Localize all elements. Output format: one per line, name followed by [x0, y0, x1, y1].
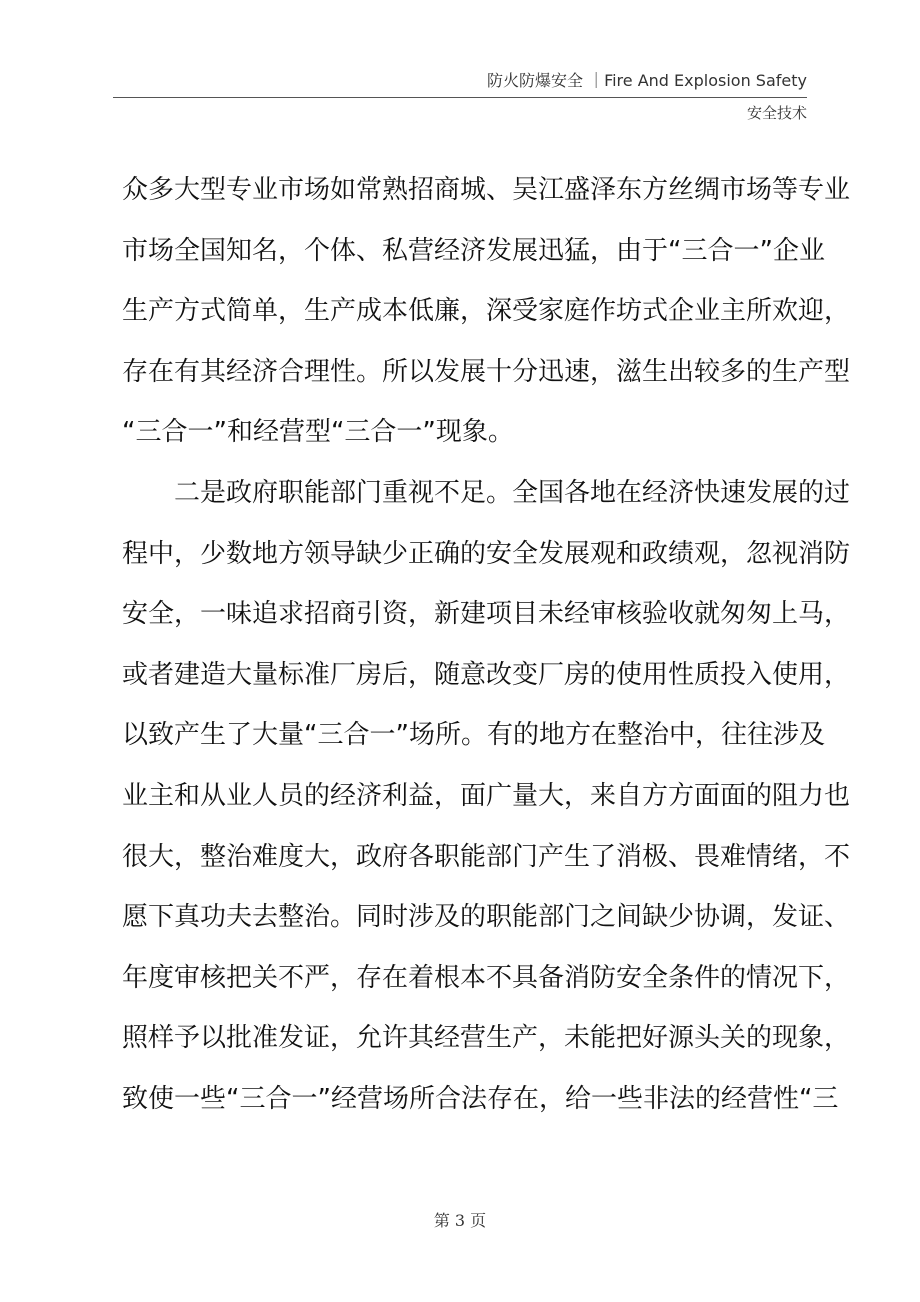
text-line: 或者建造大量标准厂房后，随意改变厂房的使用性质投入使用， [122, 659, 851, 690]
text-line: 致使一些“三合一”经营场所合法存在，给一些非法的经营性“三 [122, 1083, 839, 1114]
text-line: 众多大型专业市场如常熟招商城、吴江盛泽东方丝绸市场等专业 [122, 175, 851, 205]
body-text [122, 160, 851, 1130]
header-subtitle: 安全技术 [746, 104, 807, 122]
text-line: 存在有其经济合理性。所以发展十分迅速，滋生出较多的生产型 [122, 356, 851, 387]
text-line: 安全，一味追求招商引资，新建项目未经审核验收就匆匆上马， [122, 599, 851, 630]
text-line: 很大，整治难度大，政府各职能部门产生了消极、畏难情绪，不 [122, 841, 851, 872]
page-number: 第 3 页 [433, 1211, 487, 1230]
text-line: 市场全国知名，个体、私营经济发展迅猛，由于“三合一”企业 [122, 235, 825, 266]
text-line: 以致产生了大量“三合一”场所。有的地方在整治中，往往涉及 [122, 720, 825, 751]
text-line: 程中，少数地方领导缺少正确的安全发展观和政绩观，忽视消防 [122, 538, 851, 569]
text-line: 生产方式简单，生产成本低廉，深受家庭作坊式企业主所欢迎， [122, 296, 851, 327]
text-line-paragraph-start: 二是政府职能部门重视不足。全国各地在经济快速发展的过 [174, 477, 851, 508]
text-line: 业主和从业人员的经济利益，面广量大，来自方方面面的阻力也 [122, 780, 851, 811]
text-line: 年度审核把关不严，存在着根本不具备消防安全条件的情况下， [122, 962, 851, 993]
text-line: 愿下真功夫去整治。同时涉及的职能部门之间缺少协调，发证、 [122, 902, 851, 933]
header-title: 防火防爆安全 ｜Fire And Explosion Safety [486, 71, 807, 90]
text-line-paragraph-end: “三合一”和经营型“三合一”现象。 [122, 417, 514, 448]
text-line: 照样予以批准发证，允许其经营生产，未能把好源头关的现象， [122, 1023, 851, 1054]
header-divider [113, 97, 807, 98]
